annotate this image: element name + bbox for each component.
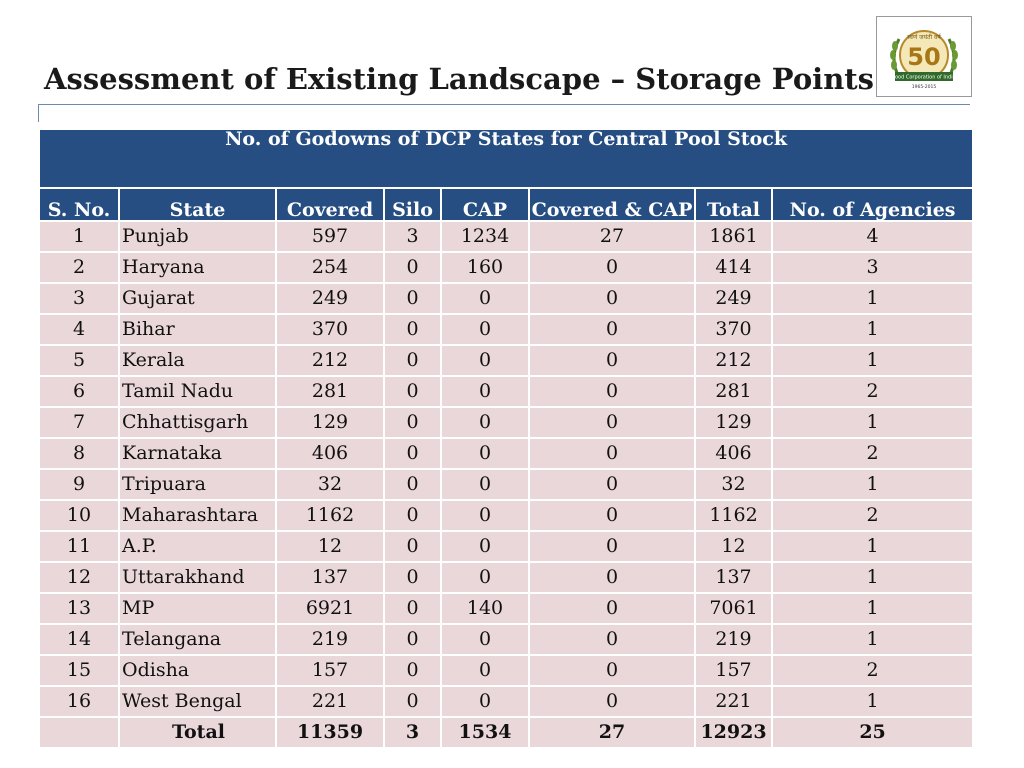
cell-no-of-agencies: 1 (772, 531, 973, 562)
total-cell-silo: 3 (384, 717, 441, 748)
cell-state: Tamil Nadu (119, 376, 276, 407)
cell-cap: 0 (441, 531, 529, 562)
cell-state: Telangana (119, 624, 276, 655)
cell-total: 212 (695, 345, 772, 376)
table-row (39, 252, 973, 283)
cell-cap: 0 (441, 624, 529, 655)
cell-covered: 406 (276, 438, 384, 469)
cell-cap: 0 (441, 686, 529, 717)
cell-no-of-agencies: 1 (772, 407, 973, 438)
cell-covered: 370 (276, 314, 384, 345)
table-row (39, 655, 973, 686)
cell-total: 1861 (695, 221, 772, 252)
cell-no-of-agencies: 4 (772, 221, 973, 252)
cell-total: 129 (695, 407, 772, 438)
total-cell-covered-and-cap: 27 (529, 717, 695, 748)
cell-covered: 221 (276, 686, 384, 717)
cell-total: 157 (695, 655, 772, 686)
table-row (39, 407, 973, 438)
table-row (39, 438, 973, 469)
cell-covered-and-cap: 0 (529, 407, 695, 438)
cell-no-of-agencies: 1 (772, 593, 973, 624)
cell-covered-and-cap: 0 (529, 531, 695, 562)
cell-covered-and-cap: 0 (529, 438, 695, 469)
total-cell-cap: 1534 (441, 717, 529, 748)
column-header-state: State (119, 188, 276, 221)
column-header-sno: S. No. (39, 188, 119, 221)
cell-no-of-agencies: 1 (772, 686, 973, 717)
cell-covered-and-cap: 0 (529, 252, 695, 283)
cell-covered-and-cap: 0 (529, 345, 695, 376)
cell-silo: 0 (384, 686, 441, 717)
cell-cap: 0 (441, 500, 529, 531)
table-row (39, 500, 973, 531)
cell-cap: 0 (441, 469, 529, 500)
cell-silo: 0 (384, 283, 441, 314)
cell-silo: 0 (384, 593, 441, 624)
cell-sno: 6 (39, 376, 119, 407)
cell-covered: 157 (276, 655, 384, 686)
cell-no-of-agencies: 2 (772, 655, 973, 686)
column-header-no-of-agencies: No. of Agencies (772, 188, 973, 221)
cell-silo: 0 (384, 624, 441, 655)
table-row (39, 593, 973, 624)
cell-cap: 0 (441, 407, 529, 438)
cell-sno: 14 (39, 624, 119, 655)
cell-total: 1162 (695, 500, 772, 531)
cell-sno: 5 (39, 345, 119, 376)
cell-silo: 0 (384, 314, 441, 345)
cell-state: Odisha (119, 655, 276, 686)
cell-covered: 212 (276, 345, 384, 376)
cell-state: Chhattisgarh (119, 407, 276, 438)
table-row (39, 686, 973, 717)
cell-state: Karnataka (119, 438, 276, 469)
cell-covered-and-cap: 0 (529, 314, 695, 345)
cell-covered-and-cap: 0 (529, 686, 695, 717)
total-row (39, 717, 973, 748)
cell-sno: 16 (39, 686, 119, 717)
cell-state: Maharashtara (119, 500, 276, 531)
cell-state: Punjab (119, 221, 276, 252)
cell-total: 12 (695, 531, 772, 562)
cell-total: 219 (695, 624, 772, 655)
cell-silo: 0 (384, 407, 441, 438)
cell-covered-and-cap: 0 (529, 562, 695, 593)
cell-cap: 0 (441, 655, 529, 686)
column-header-cap: CAP (441, 188, 529, 221)
cell-no-of-agencies: 3 (772, 252, 973, 283)
cell-covered: 597 (276, 221, 384, 252)
cell-state: Tripuara (119, 469, 276, 500)
cell-silo: 0 (384, 252, 441, 283)
cell-state: A.P. (119, 531, 276, 562)
cell-covered-and-cap: 0 (529, 500, 695, 531)
cell-no-of-agencies: 1 (772, 624, 973, 655)
cell-silo: 0 (384, 469, 441, 500)
cell-silo: 0 (384, 531, 441, 562)
cell-covered-and-cap: 0 (529, 655, 695, 686)
cell-covered: 129 (276, 407, 384, 438)
cell-covered: 254 (276, 252, 384, 283)
cell-covered-and-cap: 0 (529, 469, 695, 500)
cell-covered: 6921 (276, 593, 384, 624)
logo-number: 50 (907, 43, 941, 71)
total-cell-state: Total (119, 717, 276, 748)
cell-state: Uttarakhand (119, 562, 276, 593)
cell-total: 281 (695, 376, 772, 407)
cell-total: 221 (695, 686, 772, 717)
cell-cap: 140 (441, 593, 529, 624)
cell-covered-and-cap: 0 (529, 624, 695, 655)
cell-no-of-agencies: 1 (772, 345, 973, 376)
cell-covered-and-cap: 0 (529, 593, 695, 624)
table-row (39, 624, 973, 655)
cell-no-of-agencies: 2 (772, 500, 973, 531)
cell-sno: 3 (39, 283, 119, 314)
cell-state: Kerala (119, 345, 276, 376)
cell-covered: 137 (276, 562, 384, 593)
cell-cap: 0 (441, 376, 529, 407)
cell-total: 249 (695, 283, 772, 314)
divider-tick (38, 104, 39, 122)
cell-no-of-agencies: 2 (772, 438, 973, 469)
total-cell-total: 12923 (695, 717, 772, 748)
logo-hindi-text: स्वर्ण जयंती वर्ष (907, 34, 941, 41)
cell-no-of-agencies: 1 (772, 283, 973, 314)
table-row (39, 562, 973, 593)
cell-sno: 8 (39, 438, 119, 469)
table-row (39, 531, 973, 562)
column-header-silo: Silo (384, 188, 441, 221)
cell-cap: 1234 (441, 221, 529, 252)
cell-covered: 1162 (276, 500, 384, 531)
cell-sno: 10 (39, 500, 119, 531)
cell-covered: 32 (276, 469, 384, 500)
godowns-table (38, 128, 974, 749)
fci-50-years-logo (876, 16, 972, 97)
column-header-covered: Covered (276, 188, 384, 221)
title-divider (38, 104, 970, 105)
cell-sno: 2 (39, 252, 119, 283)
total-cell-sno (39, 717, 119, 748)
cell-sno: 1 (39, 221, 119, 252)
cell-total: 137 (695, 562, 772, 593)
table-row (39, 283, 973, 314)
cell-cap: 0 (441, 345, 529, 376)
cell-silo: 0 (384, 438, 441, 469)
cell-covered-and-cap: 0 (529, 376, 695, 407)
cell-sno: 11 (39, 531, 119, 562)
cell-silo: 0 (384, 655, 441, 686)
cell-covered-and-cap: 27 (529, 221, 695, 252)
cell-total: 406 (695, 438, 772, 469)
cell-sno: 7 (39, 407, 119, 438)
cell-total: 370 (695, 314, 772, 345)
logo-ribbon-text: Food Corporation of India (892, 74, 956, 81)
table-banner: No. of Godowns of DCP States for Central Pool Stock (39, 129, 973, 188)
cell-total: 414 (695, 252, 772, 283)
cell-no-of-agencies: 1 (772, 469, 973, 500)
cell-cap: 0 (441, 562, 529, 593)
table-row (39, 469, 973, 500)
cell-cap: 0 (441, 283, 529, 314)
cell-silo: 0 (384, 500, 441, 531)
cell-covered: 249 (276, 283, 384, 314)
cell-cap: 0 (441, 314, 529, 345)
cell-total: 7061 (695, 593, 772, 624)
cell-sno: 9 (39, 469, 119, 500)
cell-sno: 13 (39, 593, 119, 624)
cell-silo: 0 (384, 345, 441, 376)
cell-covered: 219 (276, 624, 384, 655)
slide-title: Assessment of Existing Landscape – Storage Points (44, 62, 874, 96)
cell-no-of-agencies: 1 (772, 314, 973, 345)
table-row (39, 314, 973, 345)
column-header-row (39, 188, 973, 221)
table-row (39, 376, 973, 407)
total-cell-no-of-agencies: 25 (772, 717, 973, 748)
cell-sno: 12 (39, 562, 119, 593)
cell-silo: 3 (384, 221, 441, 252)
cell-silo: 0 (384, 562, 441, 593)
cell-state: Haryana (119, 252, 276, 283)
table-body (39, 221, 973, 748)
column-header-total: Total (695, 188, 772, 221)
column-header-covered-and-cap: Covered & CAP (529, 188, 695, 221)
cell-no-of-agencies: 1 (772, 562, 973, 593)
cell-state: Gujarat (119, 283, 276, 314)
cell-cap: 160 (441, 252, 529, 283)
table-row (39, 221, 973, 252)
cell-cap: 0 (441, 438, 529, 469)
cell-state: West Bengal (119, 686, 276, 717)
cell-state: Bihar (119, 314, 276, 345)
cell-total: 32 (695, 469, 772, 500)
cell-covered-and-cap: 0 (529, 283, 695, 314)
cell-state: MP (119, 593, 276, 624)
table-row (39, 345, 973, 376)
cell-covered: 281 (276, 376, 384, 407)
total-cell-covered: 11359 (276, 717, 384, 748)
cell-sno: 15 (39, 655, 119, 686)
cell-silo: 0 (384, 376, 441, 407)
cell-no-of-agencies: 2 (772, 376, 973, 407)
logo-years: 1965-2015 (911, 85, 937, 90)
cell-covered: 12 (276, 531, 384, 562)
cell-sno: 4 (39, 314, 119, 345)
